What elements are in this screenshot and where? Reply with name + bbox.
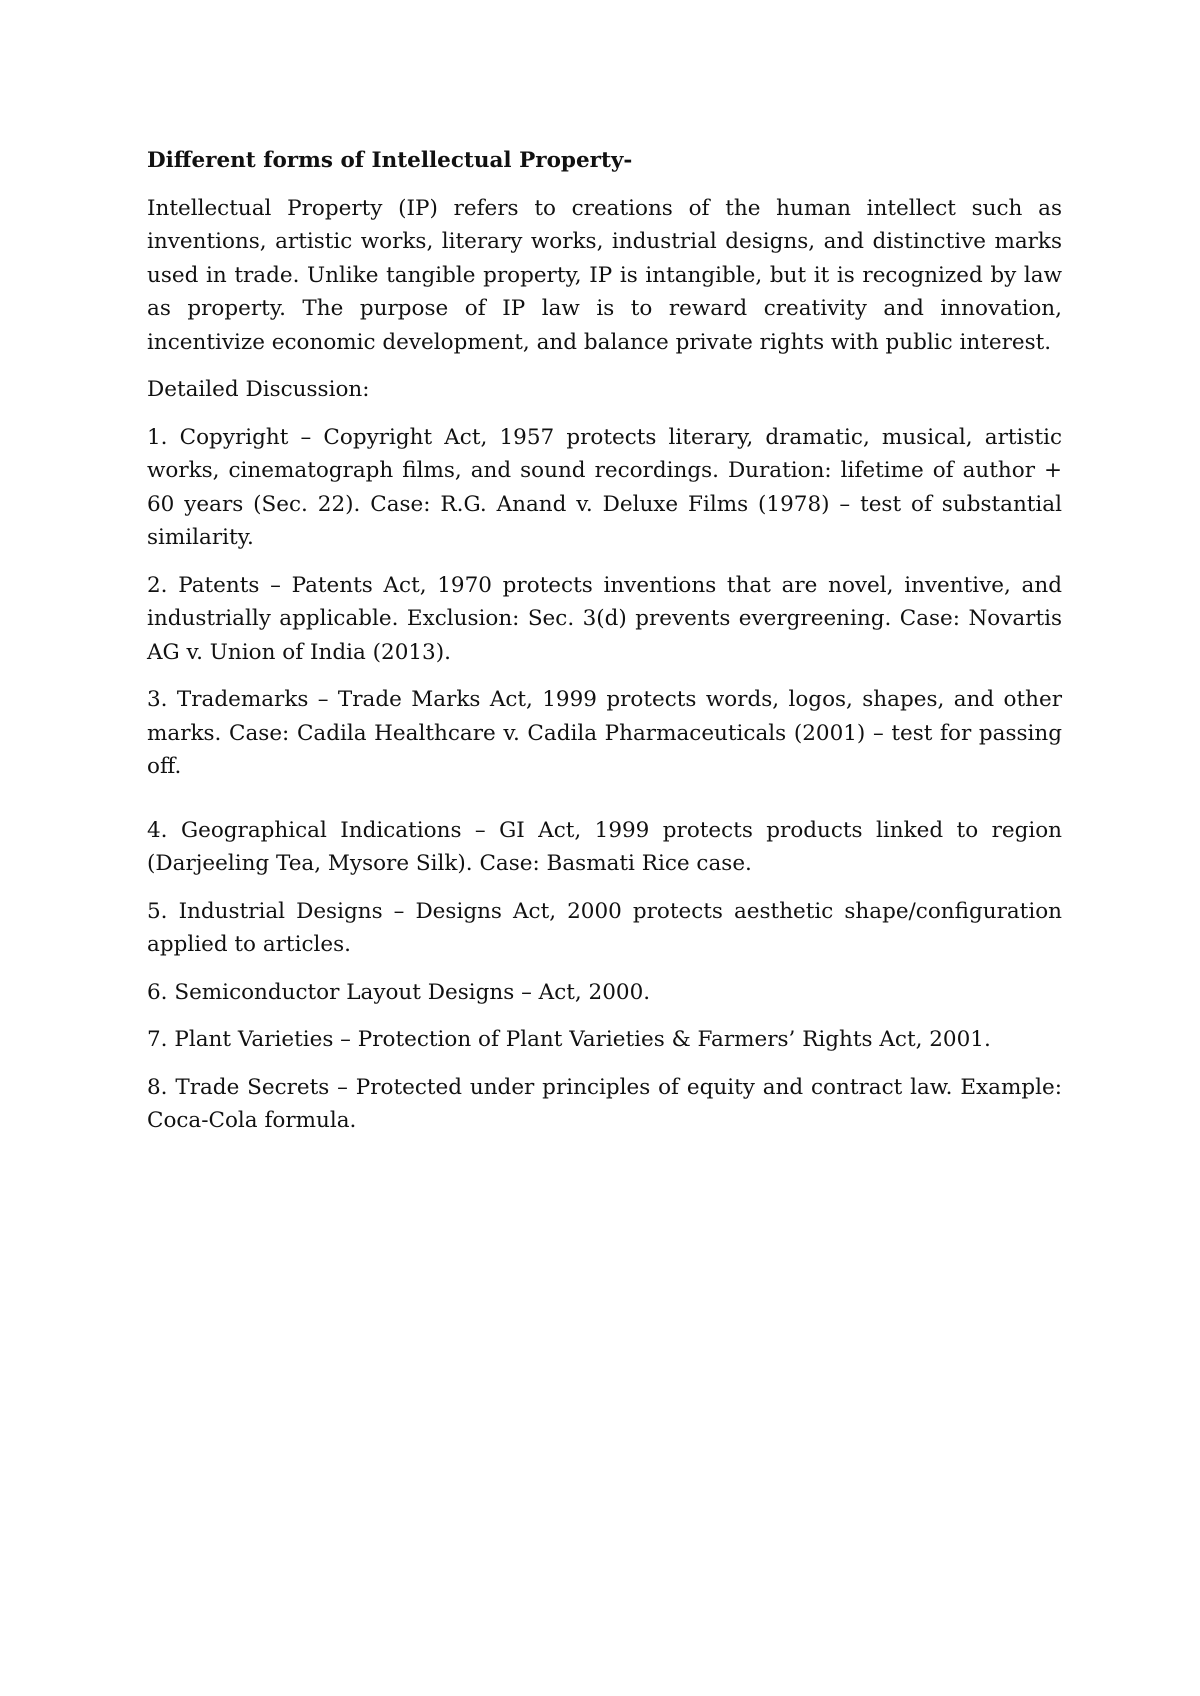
intro-paragraph: Intellectual Property (IP) refers to creations of the human intellect such as inventions, artistic works, literary works, industrial designs, and distinctive marks used in trade. Unlike tangible property, IP is intangible, but it is recognized by law as property. The purpose of IP law is to reward creativity and innovation, incentivize economic development, and balance private rights with public interest. [147, 195, 1062, 355]
document-heading: Different forms of Intellectual Property- [147, 148, 633, 173]
list-item-trade-secrets: 8. Trade Secrets – Protected under principles of equity and contract law. Example: Coca-Cola formula. [147, 1074, 1062, 1133]
list-item-copyright: 1. Copyright – Copyright Act, 1957 protects literary, dramatic, musical, artistic works, cinematograph films, and sound recordings. Duration: lifetime of author + 60 years (Sec. 22). Case: R.G. Anand v. Deluxe Films (1978) – test of substantial similarity. [147, 424, 1062, 550]
list-item-industrial-designs: 5. Industrial Designs – Designs Act, 2000 protects aesthetic shape/configuration applied to articles. [147, 898, 1062, 957]
list-item-plant-varieties: 7. Plant Varieties – Protection of Plant Varieties & Farmers’ Rights Act, 2001. [147, 1027, 991, 1052]
list-item-patents: 2. Patents – Patents Act, 1970 protects inventions that are novel, inventive, and industrially applicable. Exclusion: Sec. 3(d) prevents evergreening. Case: Novartis AG v. Union of India (2013). [147, 572, 1062, 665]
list-item-semiconductor-layout: 6. Semiconductor Layout Designs – Act, 2000. [147, 979, 651, 1005]
list-item-geographical-indications: 4. Geographical Indications – GI Act, 1999 protects products linked to region (Darjeeling Tea, Mysore Silk). Case: Basmati Rice case. [147, 817, 1062, 876]
discussion-label: Detailed Discussion: [147, 377, 370, 402]
document-body [147, 144, 1062, 1152]
list-item-trademarks: 3. Trademarks – Trade Marks Act, 1999 protects words, logos, shapes, and other marks. Case: Cadila Healthcare v. Cadila Pharmaceuticals (2001) – test for passing off. [147, 687, 1062, 779]
